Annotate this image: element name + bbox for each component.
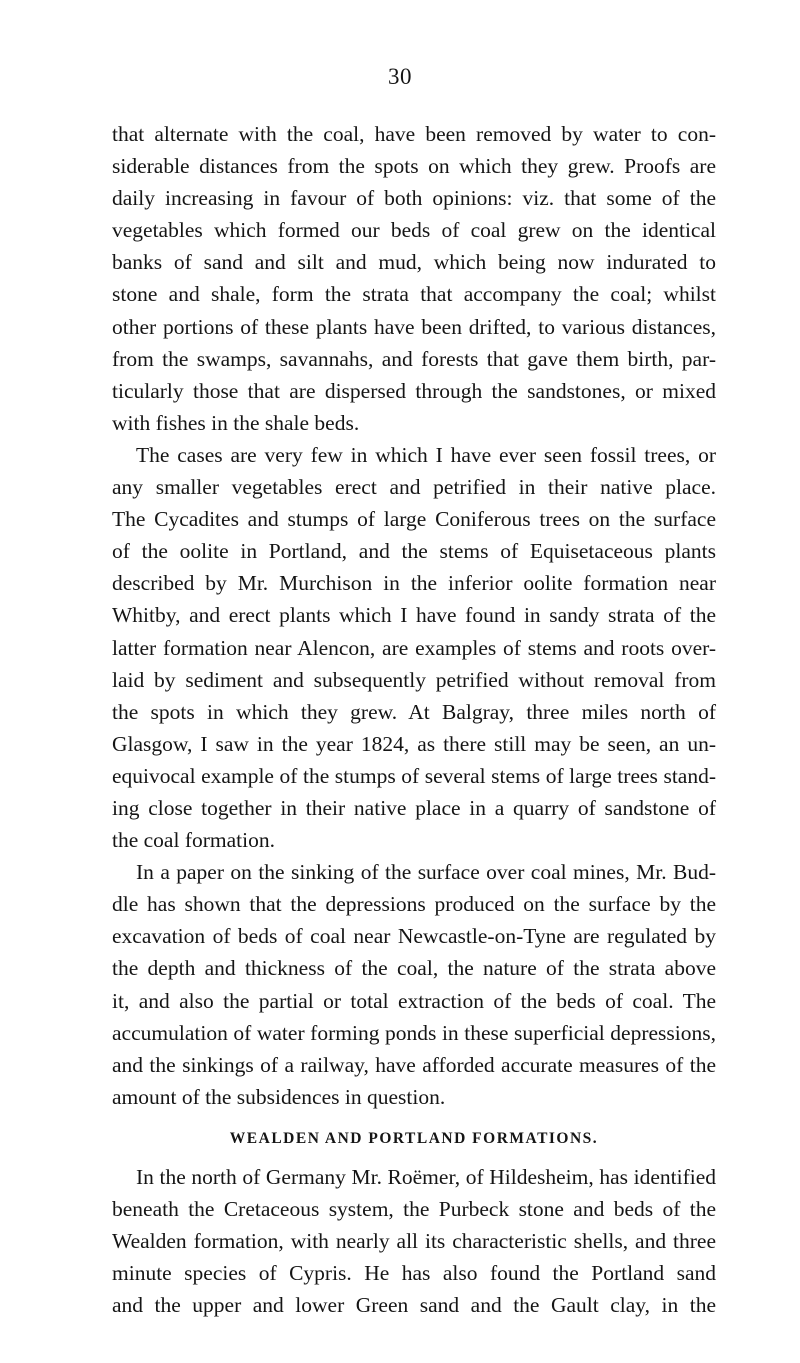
text-line: the coal formation.	[112, 828, 275, 853]
text-line: In a paper on the sinking of the surface over coal mines, Mr. Bud-	[136, 860, 716, 885]
text-line: the depth and thickness of the coal, the nature of the strata above	[112, 956, 716, 981]
text-line: and the sinkings of a railway, have afforded accurate measures of the	[112, 1052, 716, 1077]
text-line: and the upper and lower Green sand and the Gault clay, in the	[112, 1293, 716, 1318]
text-line: The cases are very few in which I have ever seen fossil trees, or	[136, 442, 716, 467]
text-line: equivocal example of the stumps of several stems of large trees stand-	[112, 763, 716, 788]
paragraph-wealden	[112, 1161, 716, 1321]
text-line: laid by sediment and subsequently petrified without removal from	[112, 667, 716, 692]
text-line: any smaller vegetables erect and petrified in their native place.	[112, 475, 716, 500]
text-line: Wealden formation, with nearly all its characteristic shells, and three	[112, 1229, 716, 1254]
text-line: it, and also the partial or total extraction of the beds of coal. The	[112, 988, 716, 1013]
text-line: excavation of beds of coal near Newcastle-on-Tyne are regulated by	[112, 924, 716, 949]
text-line: dle has shown that the depressions produced on the surface by the	[112, 892, 716, 917]
text-line: of the oolite in Portland, and the stems of Equisetaceous plants	[112, 539, 716, 564]
text-line: that alternate with the coal, have been removed by water to con-	[112, 122, 716, 146]
text-line: In the north of Germany Mr. Roëmer, of Hildesheim, has identified	[136, 1164, 716, 1189]
text-line: from the swamps, savannahs, and forests that gave them birth, par-	[112, 346, 716, 371]
text-line: siderable distances from the spots on which they grew. Proofs are	[112, 154, 716, 179]
text-line: Glasgow, I saw in the year 1824, as there still may be seen, an un-	[112, 731, 716, 756]
text-line: ticularly those that are dispersed through the sandstones, or mixed	[112, 378, 716, 403]
text-line: vegetables which formed our beds of coal grew on the identical	[112, 218, 716, 243]
text-line: daily increasing in favour of both opinions: viz. that some of the	[112, 186, 716, 211]
text-line: latter formation near Alencon, are examples of stems and roots over-	[112, 635, 716, 660]
text-line: accumulation of water forming ponds in these superficial depressions,	[112, 1020, 716, 1045]
text-line: banks of sand and silt and mud, which being now indurated to	[112, 250, 716, 275]
text-line: ing close together in their native place in a quarry of sandstone of	[112, 795, 716, 820]
body-text	[112, 118, 716, 1321]
text-line: minute species of Cypris. He has also found the Portland sand	[112, 1261, 716, 1286]
text-line: The Cycadites and stumps of large Coniferous trees on the surface	[112, 507, 716, 532]
text-line: stone and shale, form the strata that accompany the coal; whilst	[112, 282, 716, 307]
text-line: described by Mr. Murchison in the inferior oolite formation near	[112, 571, 716, 596]
page-number: 30	[388, 64, 412, 89]
section-heading: WEALDEN AND PORTLAND FORMATIONS.	[229, 1129, 599, 1147]
text-line: beneath the Cretaceous system, the Purbeck stone and beds of the	[112, 1197, 716, 1221]
text-line: other portions of these plants have been drifted, to various distances,	[112, 314, 716, 339]
text-line: with fishes in the shale beds.	[112, 410, 360, 435]
text-line: Whitby, and erect plants which I have found in sandy strata of the	[112, 603, 716, 628]
paragraph-fossil-trees	[112, 439, 716, 856]
paragraph-continuation	[112, 118, 716, 439]
text-line: amount of the subsidences in question.	[112, 1084, 446, 1109]
paragraph-subsidence	[112, 856, 716, 1113]
text-line: the spots in which they grew. At Balgray, three miles north of	[112, 699, 716, 724]
